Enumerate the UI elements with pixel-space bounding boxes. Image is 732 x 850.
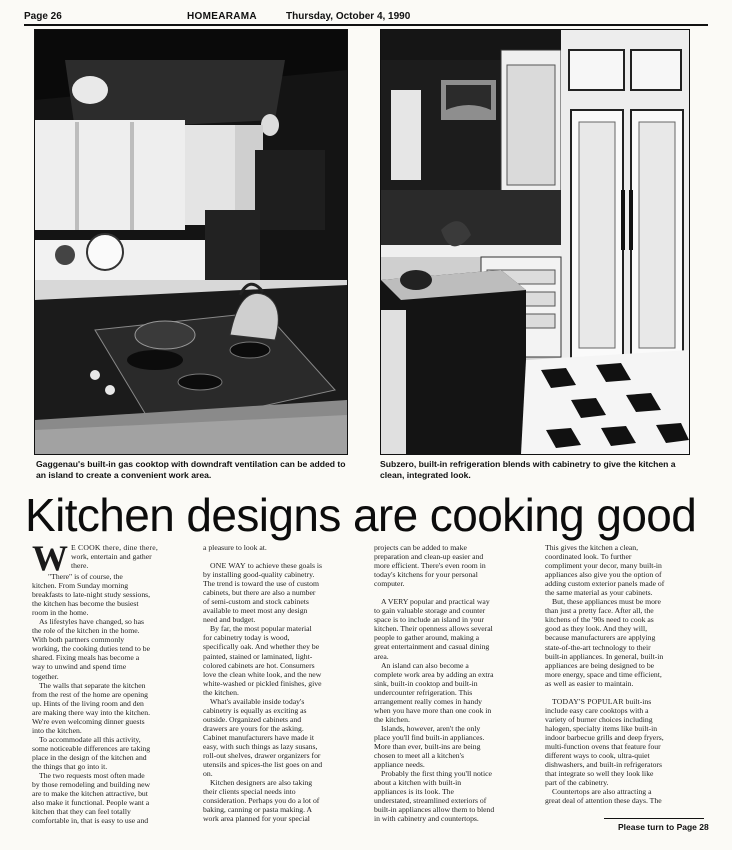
paragraph: What's available inside today's cabinetry is equally as exciting as outside. Organized cabinets and drawers are yours for the asking. Cabinet manufacturers have made it easy, with such things as lazy susans, roll-out shelves, drawer organizers for utensils and spices-the list goes on and on. [203,696,323,779]
paragraph: A VERY popular and practical way to gain valuable storage and counter space is to include an island in your kitchen. Their openness allows several people to gather around, making a great entertainment and casual dining area. [374,597,493,661]
cooktop-caption: Gaggenau's built-in gas cooktop with downdraft ventilation can be added to an island to create a convenient work area. [36,459,346,480]
paragraph: The walls that separate the kitchen from the rest of the home are opening up. Hints of the living room and den are making there way into the kitchen. We're even welcoming dinner guests into the kitchen. [32,680,151,735]
paragraph: An island can also become a complete work area by adding an extra sink, built-in cooktop and built-in undercounter refrigeration. This arrangement really comes in handy when you have more than one cook in the kitchen. [374,660,494,724]
article-column-1 [32,538,186,826]
paragraph: By far, the most popular material for cabinetry today is wood, specifically oak. And whether they be painted, stained or laminated, light- colored cabinets are hot. Consumers love the clean white look, and the new white-washed or pickled finishes, give the kitchen. [203,624,322,697]
jump-rule [604,818,704,819]
paragraph: Kitchen designers are also taking their clients special needs into consideration. Perhaps you do a lot of baking, canning or pasta making. A work area planned for your special [203,778,320,824]
cooktop-photo [34,29,348,455]
paragraph: a pleasure to look at. [203,543,267,552]
lead-paragraph: W E COOK there, dine there, work, entertain and gather there. [32,538,158,578]
article-column-4 [545,543,699,805]
masthead-rule [24,24,708,26]
paragraph: TODAY'S POPULAR built-ins include easy care cooktops with a variety of burner choices including halogen, specialty items like built-in indoor barbecue grills and deep fryers, multi-function ovens that feature four different ways to cook, ultra-quiet dishwashers, and built-in refrigerators that integrate so well they look like part of the cabinetry. [545,696,664,788]
drop-cap: W [32,538,68,578]
paragraph: projects can be added to make preparation and clean-up easier and more efficient. There's even room in today's kitchens for your personal computer. [374,543,486,589]
continued-jump-line: Please turn to Page 28 [618,822,709,832]
issue-date: Thursday, October 4, 1990 [286,11,411,22]
masthead [24,11,708,24]
paragraph: To accommodate all this activity, some noticeable differences are taking place in the design of the kitchen and the things that go into it. [32,734,151,771]
paragraph: Probably the first thing you'll notice about a kitchen with built-in appliances is its look. The understated, streamlined exteriors of built-in appliances allow them to blend in with cabinetry and countertops. [374,769,495,824]
paragraph: "There" is of course, the kitchen. From Sunday morning breakfasts to late-night study sessions, the kitchen has become the busiest room in the home. [32,572,151,618]
article-column-2 [203,543,357,823]
subhead-caps: ONE WAY [210,561,246,571]
paragraph: This gives the kitchen a clean, coordinated look. To further compliment your decor, many built-in appliances also give you the option of adding custom exterior panels made of the same material as your cabinets. [545,543,665,598]
paragraph: Countertops are also attracting a great deal of attention these days. The [545,787,662,806]
paragraph: ONE WAY to achieve these goals is by installing good-quality cabinetry. The trend is toward the use of custom cabinets, but there are also a number of semi-custom and stock cabinets available to meet most any design need and budget. [203,561,322,625]
headline: Kitchen designs are cooking good [25,489,697,541]
paragraph: As lifestyles have changed, so has the role of the kitchen in the home. With both partners commonly working, the cooking duties tend to be shared. Fixing meals has become a way to unwind and spend time together. [32,617,151,681]
subhead-caps: TODAY'S POPULAR [552,696,624,706]
refrigeration-photo [380,29,690,455]
paragraph: But, these appliances must be more than just a pretty face. After all, the kitchens of the '90s need to cook as good as they look. And they will, because manufacturers are applying state-of-the-art technology to their built-in appliances. In general, built-in appliances are being designed to be more energy, space and time efficient, as well as easier to maintain. [545,597,664,688]
article-column-3 [374,543,528,823]
refrigeration-caption: Subzero, built-in refrigeration blends with cabinetry to give the kitchen a clean, integrated look. [380,459,676,480]
page-number: Page 26 [24,11,62,22]
paragraph: The two requests most often made by those remodeling and building new are to make the kitchen attractive, but also make it functional. People want a kitchen that they can feel totally comfortable in, that is easy to use and [32,771,151,826]
publication-name: HOMEARAMA [187,11,257,22]
paragraph: Islands, however, aren't the only place you'll find built-in appliances. More than ever, built-ins are being chosen to meet all a kitchen's appliance needs. [374,723,485,770]
